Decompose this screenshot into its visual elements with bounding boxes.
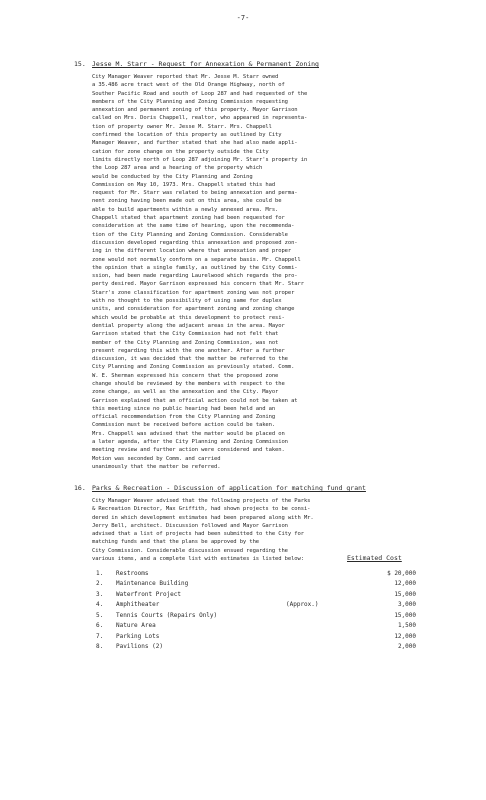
text-line: discussion developed regarding this annexation and proposed zon- [92, 239, 298, 246]
text-line: with no thought to the possibility of using same for duplex [92, 298, 282, 305]
cost-item-name: Tennis Courts (Repairs Only) [116, 611, 218, 619]
text-line: Chappell stated that apartment zoning had been requested for [92, 215, 285, 222]
cost-item-name: Pavilions (2) [116, 643, 163, 651]
cost-item-name: Maintenance Building [116, 580, 189, 588]
cost-item-number: 7. [96, 632, 104, 640]
text-line: called on Mrs. Doris Chappell, realtor, who appeared in representa- [92, 115, 308, 122]
text-line: Garrison explained that an official action could not be taken at [92, 397, 298, 404]
text-line: tion of the City Planning and Zoning Commission. Considerable [92, 231, 288, 238]
text-line: matching funds and that the plans be approved by the [92, 539, 259, 546]
cost-item-number: 3. [96, 590, 104, 598]
cost-item-name: Parking Lots [116, 632, 160, 640]
text-line: ing in the different location where that annexation and proper [92, 248, 292, 255]
section-number: 15. [74, 60, 86, 68]
text-line: Garrison stated that the City Commission had not felt that [92, 331, 279, 338]
text-line: meeting review and further action were considered and taken. [92, 447, 285, 454]
section-number: 16. [74, 484, 86, 492]
text-line: a 35.486 acre tract west of the Old Orange Highway, north of [92, 82, 285, 89]
cost-row [96, 621, 416, 632]
text-line: change should be reviewed by the members with respect to the [92, 380, 285, 387]
cost-item-value: 2,000 [397, 643, 416, 651]
cost-item-name: Nature Area [116, 622, 156, 630]
cost-item-value: 15,000 [394, 590, 416, 598]
cost-item-number: 1. [96, 569, 104, 577]
text-line: perty desired. Mayor Garrison expressed his concern that Mr. Starr [92, 281, 304, 288]
text-line: which would be probable at this development to protect resi- [92, 314, 285, 321]
cost-row [96, 568, 416, 579]
text-line: Souther Pacific Road and south of Loop 287 and had requested of the [92, 90, 308, 97]
cost-item-value: 12,000 [394, 632, 416, 640]
cost-item-name: Amphitheater [116, 601, 160, 609]
text-line: able to build apartments within a newly annexed area. Mrs. [92, 206, 279, 213]
text-line: City Commission. Considerable discussion ensued regarding the [92, 547, 288, 554]
text-line: advised that a list of projects had been submitted to the City for [92, 531, 304, 538]
cost-row [96, 642, 416, 653]
text-line: City Planning and Zoning Commission as previously stated. Comm. [92, 364, 295, 371]
text-line: unanimously that the matter be referred. [92, 463, 221, 470]
text-line: a later agenda, after the City Planning and Zoning Commission [92, 439, 288, 446]
text-line: ssion, had been made regarding Laurelwood which regards the pro- [92, 273, 298, 280]
text-line: Manager Weaver, and further stated that she had also made appli- [92, 140, 298, 147]
cost-item-number: 5. [96, 611, 104, 619]
text-line: City Manager Weaver reported that Mr. Jesse M. Starr owned [92, 74, 279, 80]
text-line: City Manager Weaver advised that the following projects of the Parks [92, 498, 311, 504]
text-line: the Loop 287 area and a hearing of the property which [92, 165, 263, 172]
cost-item-value: 15,000 [394, 611, 416, 619]
text-line: Starr's zone classification for apartment zoning was not proper [92, 289, 295, 296]
text-line: Commission must be received before action could be taken. [92, 422, 276, 429]
cost-item-number: 4. [96, 601, 104, 609]
text-line: dential property along the adjacent areas in the area. Mayor [92, 322, 285, 329]
text-line: annexation and permanent zoning of this property. Mayor Garrison [92, 107, 298, 114]
cost-table-header: Estimated Cost [347, 554, 402, 562]
cost-row [96, 600, 416, 611]
cost-table [96, 568, 416, 652]
cost-row [96, 610, 416, 621]
text-line: request for Mr. Starr was related to being annexation and perma- [92, 190, 298, 197]
text-line: cation for zone change on the property outside the City [92, 148, 269, 155]
cost-item-value: 1,500 [397, 622, 416, 630]
text-line: & Recreation Director, Max Griffith, had shown projects to be consi- [92, 506, 311, 513]
cost-item-note: (Approx.) [286, 601, 319, 609]
cost-item-value: $ 20,000 [387, 569, 416, 577]
text-line: units, and consideration for apartment zoning and zoning change [92, 306, 295, 313]
text-line: various items, and a complete list with estimates is listed below: [92, 556, 304, 563]
cost-row [96, 631, 416, 642]
cost-item-name: Restrooms [116, 569, 149, 577]
text-line: discussion, it was decided that the matter be referred to the [92, 356, 288, 363]
cost-item-value: 3,000 [397, 601, 416, 609]
cost-item-number: 2. [96, 580, 104, 588]
text-line: the opinion that a single family, as outlined by the City Commi- [92, 264, 298, 271]
text-line: this meeting since no public hearing had been held and an [92, 405, 276, 412]
cost-item-name: Waterfront Project [116, 590, 182, 598]
section-title: Parks & Recreation - Discussion of application for matching fund grant [92, 484, 366, 492]
cost-item-value: 12,000 [394, 580, 416, 588]
text-line: zone change, as well as the annexation and the City. Mayor [92, 389, 279, 396]
text-line: Jerry Bell, architect. Discussion followed and Mayor Garrison [92, 522, 288, 529]
text-line: W. E. Sherman expressed his concern that the proposed zone [92, 372, 279, 379]
cost-item-number: 6. [96, 622, 104, 630]
text-line: would be conducted by the City Planning and Zoning [92, 173, 253, 180]
text-line: tion of property owner Mr. Jesse M. Starr. Mrs. Chappell [92, 123, 272, 130]
text-line: Commission on May 10, 1973. Mrs. Chappell stated this had [92, 181, 276, 188]
text-line: limits directly north of Loop 287 adjoining Mr. Starr's property in [92, 156, 308, 163]
cost-item-number: 8. [96, 643, 104, 651]
page-number: -7- [236, 14, 250, 22]
text-line: members of the City Planning and Zoning Commission requesting [92, 98, 288, 105]
text-line: zone would not normally conform on a separate basis. Mr. Chappell [92, 256, 301, 263]
cost-row [96, 579, 416, 590]
text-line: Mrs. Chappell was advised that the matter would be placed on [92, 430, 285, 437]
section-body [92, 73, 410, 471]
text-line: dered in which development estimates had been prepared along with Mr. [92, 514, 314, 521]
section-title: Jesse M. Starr - Request for Annexation & Permanent Zoning [92, 60, 319, 68]
text-line: nent zoning having been made out on this area, she could be [92, 198, 282, 205]
text-line: official recommendation from the City Planning and Zoning [92, 414, 276, 421]
text-line: confirmed the location of this property as outlined by City [92, 132, 282, 139]
text-line: present regarding this with the one another. After a further [92, 347, 285, 354]
text-line: Motion was seconded by Comm. and carried [92, 455, 221, 462]
cost-row [96, 589, 416, 600]
text-line: consideration at the same time of hearing, upon the recommenda- [92, 223, 295, 230]
text-line: member of the City Planning and Zoning Commission, was not [92, 339, 279, 346]
